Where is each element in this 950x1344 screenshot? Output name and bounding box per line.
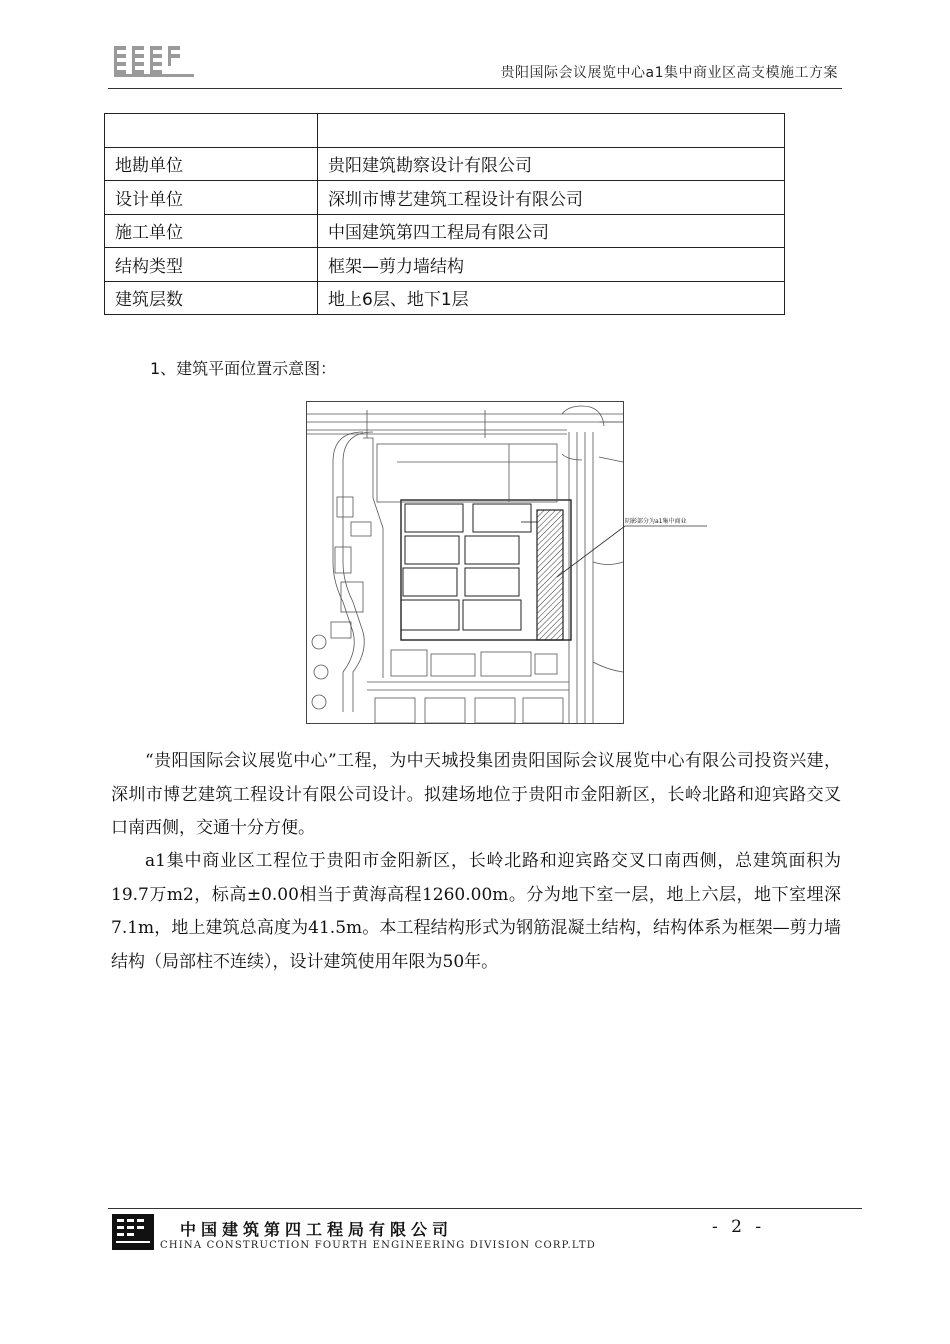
header-divider xyxy=(108,88,842,89)
table-cell-label: 地勘单位 xyxy=(105,147,318,181)
body-paragraph: “贵阳国际会议展览中心”工程，为中天城投集团贵阳国际会议展览中心有限公司投资兴建，深圳市博艺建筑工程设计有限公司设计。拟建场地位于贵阳市金阳新区，长岭北路和迎宾路交叉口南西侧，交通十分方便。 xyxy=(111,751,841,838)
table-cell-label xyxy=(105,114,318,148)
figure-caption: 1、建筑平面位置示意图： xyxy=(150,359,337,378)
site-plan-figure xyxy=(306,401,687,724)
table-cell-value: 贵阳建筑勘察设计有限公司 xyxy=(318,147,785,181)
table-row xyxy=(105,248,785,282)
table-cell-label: 建筑层数 xyxy=(105,281,318,315)
table-cell-label: 结构类型 xyxy=(105,248,318,282)
table-row xyxy=(105,147,785,181)
table-row xyxy=(105,181,785,215)
table-cell-label: 设计单位 xyxy=(105,181,318,215)
page-number: - 2 - xyxy=(712,1217,766,1237)
table-cell-value xyxy=(318,114,785,148)
table-row xyxy=(105,114,785,148)
table-row xyxy=(105,281,785,315)
table-cell-label: 施工单位 xyxy=(105,214,318,248)
table-cell-value: 中国建筑第四工程局有限公司 xyxy=(318,214,785,248)
company-logo-footer xyxy=(112,1214,154,1250)
footer-company-name-en: CHINA CONSTRUCTION FOURTH ENGINEERING DIVISION CORP.LTD xyxy=(160,1240,597,1251)
document-header-title: 贵阳国际会议展览中心a1集中商业区高支模施工方案 xyxy=(500,65,838,81)
figure-callout-label: 阴影部分为a1集中商业 xyxy=(625,518,687,525)
company-logo-header xyxy=(112,44,196,80)
table-cell-value: 框架—剪力墙结构 xyxy=(318,248,785,282)
table-cell-value: 深圳市博艺建筑工程设计有限公司 xyxy=(318,181,785,215)
footer-company-name-cn: 中国建筑第四工程局有限公司 xyxy=(180,1220,454,1239)
body-paragraph: a1集中商业区工程位于贵阳市金阳新区，长岭北路和迎宾路交叉口南西侧，总建筑面积为19.7万m2，标高±0.00相当于黄海高程1260.00m。分为地下室一层，地上六层，地下室埋深7.1m，地上建筑总高度为41.5m。本工程结构形式为钢筋混凝土结构，结构体系为框架—剪力墙结构（局部柱不连续），设计建筑使用年限为50年。 xyxy=(111,851,841,972)
footer-divider xyxy=(108,1208,862,1209)
site-plan-drawing xyxy=(307,402,687,723)
project-info-table xyxy=(104,113,785,315)
table-cell-value: 地上6层、地下1层 xyxy=(318,281,785,315)
table-row xyxy=(105,214,785,248)
